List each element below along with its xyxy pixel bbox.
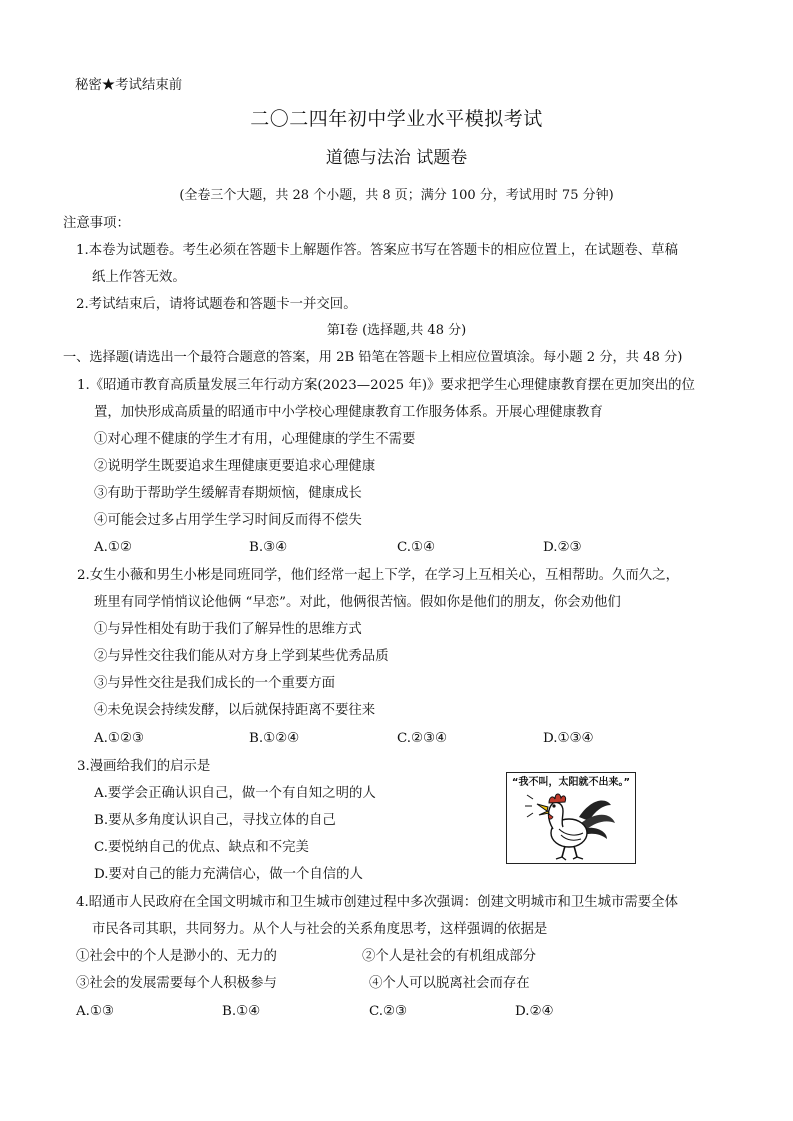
q3-stem: 3.漫画给我们的启示是 [77, 759, 211, 774]
q2-option-c: C.②③④ [397, 731, 448, 746]
q4-option-d: D.②④ [515, 1004, 554, 1019]
notes-heading: 注意事项： [63, 216, 130, 231]
q2-statement-2: ②与异性交往我们能从对方身上学到某些优秀品质 [94, 649, 389, 664]
section-heading: 一、选择题(请选出一个最符合题意的答案，用 2B 铅笔在答题卡上相应位置填涂。每小题 2 分，共 48 分) [63, 350, 683, 365]
q2-option-a: A.①②③ [94, 731, 144, 746]
exam-info: (全卷三个大题，共 28 个小题，共 8 页；满分 100 分，考试用时 75 分钟) [179, 188, 614, 203]
exam-title: 二〇二四年初中学业水平模拟考试 [250, 108, 543, 130]
q3-option-b: B.要从多角度认识自己，寻找立体的自己 [94, 813, 336, 828]
q4-option-a: A.①③ [76, 1004, 114, 1019]
q4-stem-line-2: 市民各司其职，共同努力。从个人与社会的关系角度思考，这样强调的依据是 [92, 922, 548, 937]
note-1-line-2: 纸上作答无效。 [92, 270, 186, 285]
q1-option-a: A.①② [94, 540, 132, 555]
q1-statement-3: ③有助于帮助学生缓解青春期烦恼，健康成长 [94, 486, 362, 501]
q2-stem-line-1: 2.女生小薇和男生小彬是同班同学，他们经常一起上下学，在学习上互相关心，互相帮助。久而久之， [77, 568, 679, 583]
q1-stem-line-2: 置，加快形成高质量的昭通市中小学校心理健康教育工作服务体系。开展心理健康教育 [94, 405, 603, 420]
q1-option-d: D.②③ [543, 540, 582, 555]
q4-statement-3: ③社会的发展需要每个人积极参与 [76, 976, 277, 991]
q3-option-a: A.要学会正确认识自己，做一个有自知之明的人 [94, 786, 376, 801]
q4-option-c: C.②③ [369, 1004, 408, 1019]
rooster-cartoon [506, 772, 636, 864]
q4-statement-2: ②个人是社会的有机组成部分 [362, 949, 537, 964]
q1-option-c: C.①④ [397, 540, 436, 555]
q2-option-d: D.①③④ [543, 731, 594, 746]
q1-stem-line-1: 1.《昭通市教育高质量发展三年行动方案(2023—2025 年)》要求把学生心理健康教育摆在更加突出的位 [77, 378, 695, 393]
subject-title: 道德与法治 试题卷 [325, 148, 468, 168]
rooster-icon [507, 773, 635, 863]
note-1-line-1: 1.本卷为试题卷。考生必须在答题卡上解题作答。答案应书写在答题卡的相应位置上，在试题卷、草稿 [76, 243, 678, 258]
q1-statement-4: ④可能会过多占用学生学习时间反而得不偿失 [94, 513, 362, 528]
q4-option-b: B.①④ [222, 1004, 261, 1019]
q2-option-b: B.①②④ [249, 731, 300, 746]
q2-statement-4: ④未免误会持续发酵，以后就保持距离不要往来 [94, 703, 376, 718]
q2-stem-line-2: 班里有同学悄悄议论他俩 “早恋”。对此，他俩很苦恼。假如你是他们的朋友，你会劝他们 [94, 595, 621, 610]
q1-statement-2: ②说明学生既要追求生理健康更要追求心理健康 [94, 459, 376, 474]
secret-label: 秘密★考试结束前 [75, 78, 183, 93]
q3-option-d: D.要对自己的能力充满信心，做一个自信的人 [94, 867, 363, 882]
q2-statement-1: ①与异性相处有助于我们了解异性的思维方式 [94, 622, 362, 637]
q4-stem-line-1: 4.昭通市人民政府在全国文明城市和卫生城市创建过程中多次强调：创建文明城市和卫生城市需要全体 [76, 895, 678, 910]
part1-heading: 第Ⅰ卷 (选择题,共 48 分) [326, 323, 467, 338]
note-2: 2.考试结束后，请将试题卷和答题卡一并交回。 [76, 297, 357, 312]
q3-option-c: C.要悦纳自己的优点、缺点和不完美 [94, 840, 309, 855]
cartoon-caption: “我不叫，太阳就不出来。” [511, 777, 631, 788]
q1-option-b: B.③④ [249, 540, 288, 555]
q4-statement-1: ①社会中的个人是渺小的、无力的 [76, 949, 277, 964]
q1-statement-1: ①对心理不健康的学生才有用，心理健康的学生不需要 [94, 432, 416, 447]
q4-statement-4: ④个人可以脱离社会而存在 [369, 976, 530, 991]
q2-statement-3: ③与异性交往是我们成长的一个重要方面 [94, 676, 336, 691]
